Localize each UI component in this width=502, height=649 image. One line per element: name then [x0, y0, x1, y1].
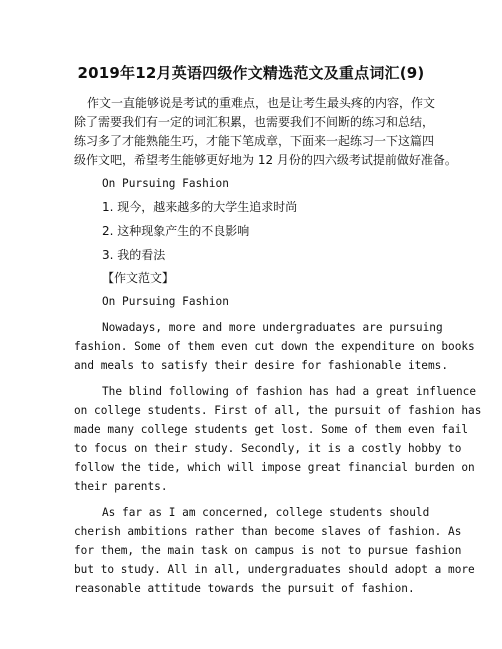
essay-line: to focus on their study. Secondly, it is a costly hobby to: [74, 442, 462, 455]
intro-line: 级作文吧，希望考生能够更好地为 12 月份的四六级考试提前做好准备。: [74, 153, 457, 167]
intro-line: 作文一直能够说是考试的重难点，也是让考生最头疼的内容，作文: [87, 96, 436, 110]
essay-line: Nowadays, more and more undergraduates are pursuing: [102, 321, 443, 334]
essay-line: made many college students get lost. Some of them even fail: [74, 423, 469, 436]
essay-line: follow the tide, which will impose great financial burden on: [74, 461, 475, 474]
prompt-title: On Pursuing Fashion: [102, 177, 229, 190]
essay-line: on college students. First of all, the pursuit of fashion has: [74, 404, 482, 417]
prompt-point: 2. 这种现象产生的不良影响: [102, 224, 250, 238]
essay-title: On Pursuing Fashion: [102, 295, 229, 308]
essay-line: fashion. Some of them even cut down the expenditure on books: [74, 340, 475, 353]
essay-line: for them, the main task on campus is not to pursue fashion: [74, 544, 462, 557]
prompt-point: 3. 我的看法: [102, 248, 166, 262]
sample-heading: 【作文范文】: [102, 271, 175, 285]
essay-line: but to study. All in all, undergraduates should adopt a more: [74, 563, 475, 576]
prompt-point: 1. 现今，越来越多的大学生追求时尚: [102, 200, 298, 214]
document-title: 2019年12月英语四级作文精选范文及重点词汇(9): [77, 64, 425, 82]
essay-line: their parents.: [74, 480, 168, 493]
essay-line: As far as I am concerned, college students should: [102, 506, 430, 519]
intro-line: 练习多了才能熟能生巧，才能下笔成章，下面来一起练习一下这篇四: [74, 134, 435, 148]
essay-line: cherish ambitions rather than become slaves of fashion. As: [74, 525, 462, 538]
essay-line: reasonable attitude towards the pursuit of fashion.: [74, 582, 415, 595]
essay-line: The blind following of fashion has had a great influence: [102, 385, 477, 398]
essay-line: and meals to satisfy their desire for fashionable items.: [74, 359, 449, 372]
intro-line: 除了需要我们有一定的词汇积累，也需要我们不间断的练习和总结，: [74, 115, 435, 129]
